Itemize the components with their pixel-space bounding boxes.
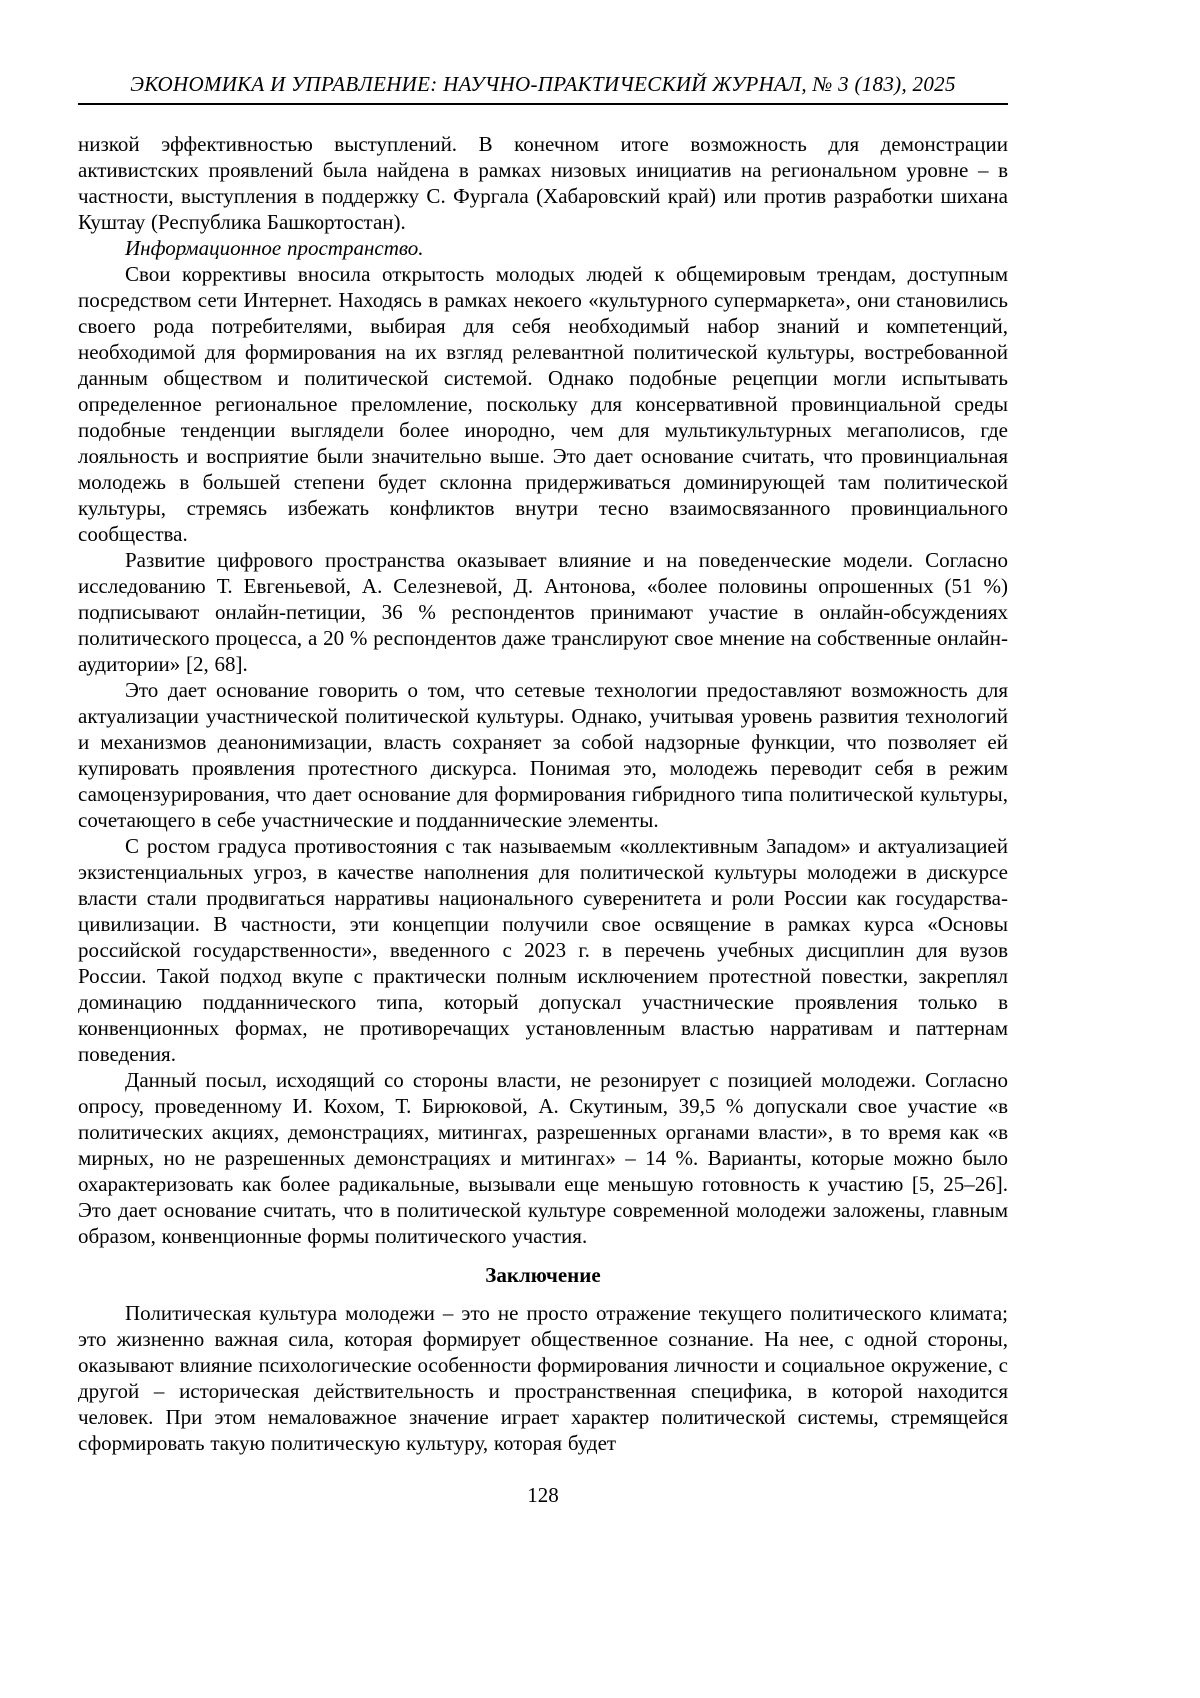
paragraph-youth-position: Данный посыл, исходящий со стороны власти, не резонирует с позицией молодежи. Согласно опросу, проведенному И. Кохом, Т. Бирюковой, А. Скутиным, 39,5 % допускали свое участие «в политических акциях, демонстрациях, митингах, разрешенных органами власти», в то время как «в мирных, но не разрешенных демонстрациях и митингах» – 14 %. Варианты, которые можно было охарактеризовать как более радикальные, вызывали еще меньшую готовность к участию [5, 25–26]. Это дает основание считать, что в политической культуре современной молодежи заложены, главным образом, конвенционные формы политического участия. [78, 1068, 1008, 1248]
section-heading-conclusion: Заключение [485, 1263, 601, 1287]
paragraph-continuation: низкой эффективностью выступлений. В конечном итоге возможность для демонстрации активистских проявлений была найдена в рамках низовых инициатив на региональном уровне – в частности, выступления в поддержку С. Фургала (Хабаровский край) или против разработки шихана Куштау (Республика Башкортостан). [78, 132, 1008, 234]
page-number: 128 [527, 1483, 559, 1507]
page-footer [78, 1482, 1008, 1508]
subsection-title-information-space: Информационное пространство. [125, 236, 424, 260]
header-rule [78, 103, 1008, 105]
paragraph-network-technologies: Это дает основание говорить о том, что сетевые технологии предоставляют возможность для актуализации участнической политической культуры. Однако, учитывая уровень развития технологий и механизмов деанонимизации, власть сохраняет за собой надзорные функции, что позволяет ей купировать проявления протестного дискурса. Понимая это, молодежь переводит себя в режим самоцензурирования, что дает основание для формирования гибридного типа политической культуры, сочетающего в себе участнические и подданнические элементы. [78, 678, 1008, 832]
paragraph-west-confrontation: С ростом градуса противостояния с так называемым «коллективным Западом» и актуализацией экзистенциальных угроз, в качестве наполнения для политической культуры молодежи в дискурсе власти стали продвигаться нарративы национального суверенитета и роли России как государства-цивилизации. В частности, эти концепции получили свое освящение в рамках курса «Основы российской государственности», введенного с 2023 г. в перечень учебных дисциплин для вузов России. Такой подход вкупе с практически полным исключением протестной повестки, закреплял доминацию подданнического типа, который допускал участнические проявления только в конвенционных формах, не противоречащих установленным властью нарративам и паттернам поведения. [78, 834, 1008, 1066]
article-body [78, 131, 1008, 1456]
journal-header-title: ЭКОНОМИКА И УПРАВЛЕНИЕ: НАУЧНО-ПРАКТИЧЕСКИЙ ЖУРНАЛ, № 3 (183), 2025 [130, 72, 956, 96]
paragraph-information-space: Свои коррективы вносила открытость молодых людей к общемировым трендам, доступным посредством сети Интернет. Находясь в рамках некоего «культурного супермаркета», они становились своего рода потребителями, выбирая для себя необходимый набор знаний и компетенций, необходимой для формирования на их взгляд релевантной политической культуры, востребованной данным обществом и политической системой. Однако подобные рецепции могли испытывать определенное региональное преломление, поскольку для консервативной провинциальной среды подобные тенденции выглядели более инородно, чем для мультикультурных мегаполисов, где лояльность и восприятие были значительно выше. Это дает основание считать, что провинциальная молодежь в большей степени будет склонна придерживаться доминирующей там политической культуры, стремясь избежать конфликтов внутри тесно взаимосвязанного провинциального сообщества. [78, 262, 1008, 546]
running-head [78, 72, 1008, 105]
paragraph-conclusion: Политическая культура молодежи – это не просто отражение текущего политического климата; это жизненно важная сила, которая формирует общественное сознание. На нее, с одной стороны, оказывают влияние психологические особенности формирования личности и социальное окружение, с другой – историческая действительность и пространственная специфика, в которой находится человек. При этом немаловажное значение играет характер политической системы, стремящейся сформировать такую политическую культуру, которая будет [78, 1301, 1008, 1455]
paragraph-digital-space-behavior: Развитие цифрового пространства оказывает влияние и на поведенческие модели. Согласно исследованию Т. Евгеньевой, А. Селезневой, Д. Антонова, «более половины опрошенных (51 %) подписывают онлайн-петиции, 36 % респондентов принимают участие в онлайн-обсуждениях политического процесса, а 20 % респондентов даже транслируют свое мнение на собственные онлайн-аудитории» [2, 68]. [78, 548, 1008, 676]
